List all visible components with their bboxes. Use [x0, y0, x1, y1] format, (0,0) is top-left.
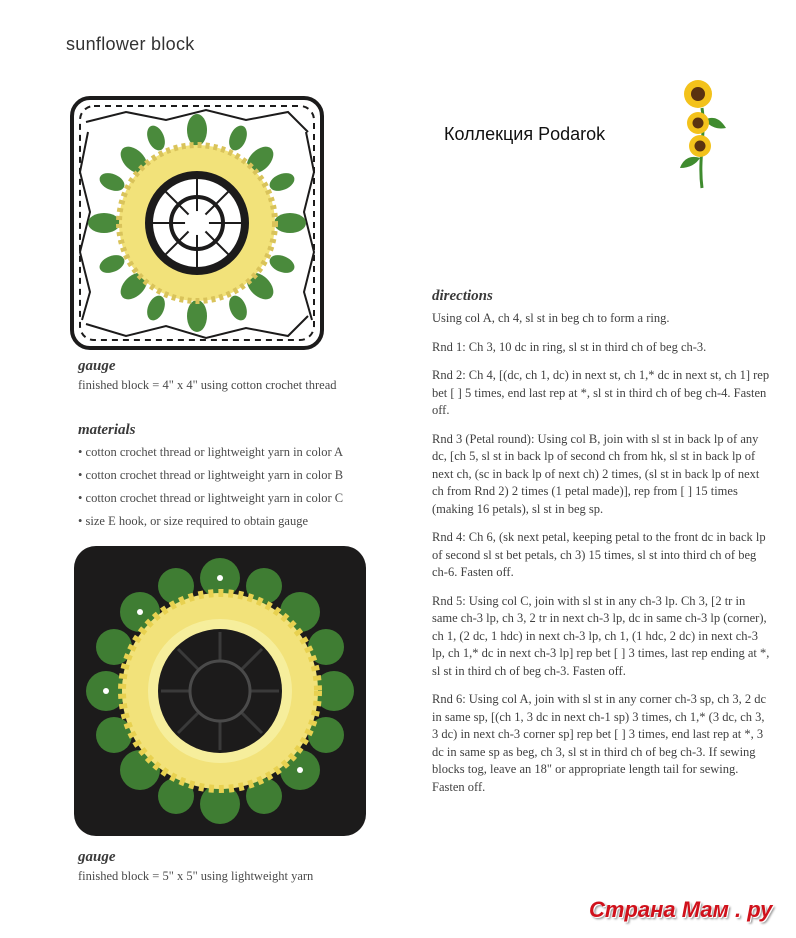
list-item: • cotton crochet thread or lightweight yarn in color B: [78, 468, 343, 491]
direction-paragraph: Rnd 3 (Petal round): Using col B, join with sl st in back lp of any dc, [ch 5, sl st in back lp of second ch from hk, sl st in back lp of next ch, (sc in back lp of next ch) 2 times, (sl st in back lp of next ch from Rnd 2) 2 times (1 petal made)], rep from [ ] 15 times (making 16 petals), sl st in beg sp.: [432, 431, 760, 516]
gauge-text: finished block = 4" x 4" using cotton crochet thread: [78, 378, 337, 392]
direction-paragraph: Rnd 6: Using col A, join with sl st in any corner ch-3 sp, ch 3, 2 dc in same sp, [(ch 1, 3 dc in next ch-1 sp) 3 times, ch 1,* (3 dc, ch 3, 3 dc) in next ch-3 corner sp] rep bet [ ] 3 times, end last rep at *, 3 dc in same sp as beg, ch 3, sl st in third ch of beg ch-3. If sewing blocks tog, leave an 18" or appropriate length tail for sewing. Fasten off.: [432, 692, 766, 794]
sunflower-icon: [672, 78, 732, 190]
list-item: • size E hook, or size required to obtain gauge: [78, 514, 343, 537]
gauge-heading: gauge: [78, 849, 116, 865]
direction-paragraph: Rnd 4: Ch 6, (sk next petal, keeping petal to the front dc in back lp of second sl st bet petals, ch 3) 15 times, sl st into third ch of beg ch-6. Fasten off.: [432, 530, 766, 579]
page-title: sunflower block: [66, 34, 195, 54]
gauge-heading: gauge: [78, 358, 116, 374]
direction-paragraph: Using col A, ch 4, sl st in beg ch to form a ring.: [432, 311, 670, 325]
list-item: • cotton crochet thread or lightweight yarn in color C: [78, 491, 343, 514]
collection-label: Коллекция Podarok: [444, 124, 606, 144]
direction-paragraph: Rnd 1: Ch 3, 10 dc in ring, sl st in third ch of beg ch-3.: [432, 339, 707, 354]
watermark-logo: Страна Мам . ру: [589, 897, 773, 922]
direction-paragraph: Rnd 5: Using col C, join with sl st in any ch-3 lp. Ch 3, [2 tr in same ch-3 lp, ch 3, 2 tr in next ch-3 lp, dc in same ch-3 lp (corner), ch 1, (2 dc, 1 hdc) in next ch-3 lp, ch 1, (1 hdc, 2 dc) in next ch-3 lp, ch 1,* dc in next ch-3 lp] rep bet [ ] 3 times, last rep ending at *, sl st in third ch of beg ch-3. Fasten off.: [432, 593, 770, 678]
gauge-text: finished block = 5" x 5" using lightweight yarn: [78, 869, 314, 883]
sunflower-block-photo-large: [70, 542, 370, 840]
direction-paragraph: Rnd 2: Ch 4, [(dc, ch 1, dc) in next st, ch 1,* dc in next st, ch 1] rep bet [ ] 5 times, end last rep at *, sl st in third ch of beg ch-4. Fasten off.: [432, 368, 770, 417]
sunflower-block-photo-small: [66, 92, 328, 354]
directions-text: [432, 310, 772, 807]
list-item: • cotton crochet thread or lightweight yarn in color A: [78, 445, 343, 468]
materials-list: [78, 445, 343, 537]
directions-heading: directions: [432, 288, 493, 304]
materials-heading: materials: [78, 422, 136, 438]
